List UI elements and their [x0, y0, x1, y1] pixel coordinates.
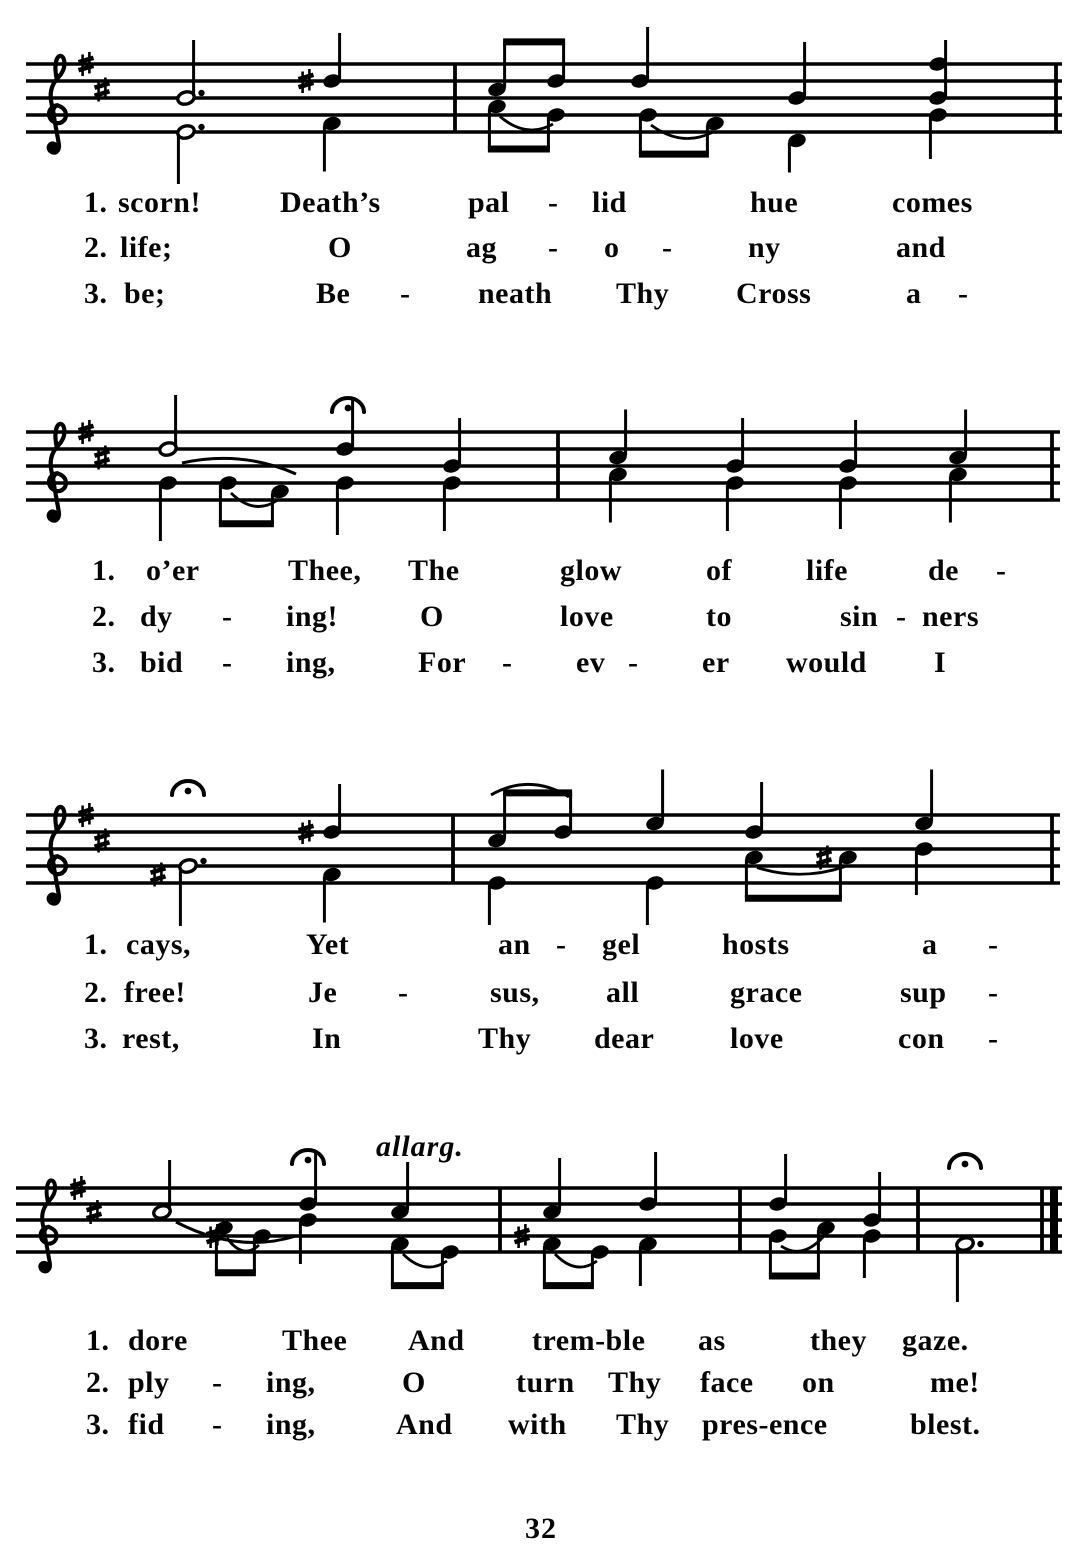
verse-number: 1. [84, 928, 108, 961]
lyric-token: And [396, 1408, 453, 1441]
verse-number: 1. [86, 1324, 110, 1357]
verse-number: 1. [84, 186, 108, 219]
tempo-marking: allarg. [376, 1130, 464, 1163]
lyric-token: Thy [608, 1366, 662, 1399]
lyric-token: - [222, 646, 233, 679]
lyric-token: an [498, 928, 531, 961]
lyric-token: - [548, 186, 559, 219]
lyric-token: turn [516, 1366, 575, 1399]
lyric-token: ing, [286, 646, 336, 679]
lyric-token: Cross [736, 277, 812, 310]
lyric-token: And [408, 1324, 465, 1357]
lyric-token: Death’s [280, 186, 381, 219]
lyric-token: cays, [126, 928, 191, 961]
lyric-token: Thee, [288, 554, 362, 587]
lyric-token: ny [748, 231, 781, 264]
lyric-token: Thy [616, 1408, 670, 1441]
lyric-token: - [222, 600, 233, 633]
lyric-token: hosts [722, 928, 790, 961]
lyric-token: gaze. [902, 1324, 969, 1357]
lyric-token: - [662, 231, 673, 264]
lyric-token: dy [140, 600, 173, 633]
lyric-token: - [548, 231, 559, 264]
lyric-token: - [988, 976, 999, 1009]
lyric-token: Je [308, 976, 338, 1009]
lyric-token: - [398, 976, 409, 1009]
lyric-token: ing, [266, 1366, 316, 1399]
verse-number: 3. [84, 1022, 108, 1055]
lyric-token: sup [900, 976, 947, 1009]
lyric-token: ing, [266, 1408, 316, 1441]
lyric-token: O [328, 231, 352, 264]
lyric-token: blest. [910, 1408, 981, 1441]
lyric-token: - [212, 1366, 223, 1399]
lyric-token: gel [602, 928, 641, 961]
lyric-token: hue [750, 186, 799, 219]
lyric-token: In [312, 1022, 342, 1055]
verse-number: 1. [92, 554, 116, 587]
lyric-token: comes [892, 186, 973, 219]
lyric-token: Thy [616, 277, 670, 310]
lyric-token: life; [120, 231, 173, 264]
lyric-token: on [802, 1366, 835, 1399]
lyric-token: ev [576, 646, 606, 679]
lyric-token: a [922, 928, 938, 961]
lyric-token: life [806, 554, 848, 587]
lyric-token: Thy [478, 1022, 532, 1055]
lyric-token: - [556, 928, 567, 961]
lyric-token: - [628, 646, 639, 679]
lyric-token: scorn! [118, 186, 201, 219]
lyric-token: O [420, 600, 444, 633]
verse-number: 2. [84, 231, 108, 264]
verse-number: 3. [84, 277, 108, 310]
verse-number: 2. [86, 1366, 110, 1399]
verse-number: 3. [86, 1408, 110, 1441]
page-number: 32 [525, 1512, 557, 1545]
lyric-token: - [400, 277, 411, 310]
lyric-token: For [418, 646, 467, 679]
lyric-token: love [730, 1022, 784, 1055]
lyric-token: - [896, 600, 907, 633]
lyric-token: trem-ble [532, 1324, 646, 1357]
lyric-token: - [996, 554, 1007, 587]
lyric-token: The [408, 554, 460, 587]
lyric-token: grace [730, 976, 803, 1009]
lyric-token: ag [466, 231, 497, 264]
lyric-token: o’er [146, 554, 200, 587]
verse-number: 2. [92, 600, 116, 633]
lyric-token: dore [128, 1324, 188, 1357]
lyric-token: I [934, 646, 947, 679]
lyric-token: glow [560, 554, 622, 587]
lyric-token: would [786, 646, 867, 679]
lyric-token: a [906, 277, 922, 310]
lyric-token: face [700, 1366, 754, 1399]
lyric-token: free! [124, 976, 186, 1009]
lyric-token: ners [922, 600, 979, 633]
lyric-token: fid [128, 1408, 165, 1441]
lyric-token: be; [124, 277, 166, 310]
lyric-token: - [958, 277, 969, 310]
lyric-token: - [212, 1408, 223, 1441]
lyric-token: Be [316, 277, 351, 310]
lyric-token: sin [840, 600, 879, 633]
lyric-token: de [928, 554, 959, 587]
lyric-token: ing! [286, 600, 339, 633]
lyric-token: they [810, 1324, 867, 1357]
lyric-token: lid [592, 186, 627, 219]
lyric-token: pres-ence [702, 1408, 828, 1441]
verse-number: 3. [92, 646, 116, 679]
lyric-token: con [898, 1022, 945, 1055]
verse-number: 2. [84, 976, 108, 1009]
lyric-token: with [508, 1408, 567, 1441]
lyric-token: er [702, 646, 730, 679]
lyric-token: all [606, 976, 640, 1009]
lyric-token: - [502, 646, 513, 679]
lyric-token: bid [140, 646, 184, 679]
lyric-token: neath [478, 277, 553, 310]
lyric-token: Yet [306, 928, 350, 961]
lyric-token: O [402, 1366, 426, 1399]
lyric-token: ply [128, 1366, 170, 1399]
lyric-token: as [698, 1324, 726, 1357]
lyric-token: sus, [490, 976, 540, 1009]
lyric-token: Thee [282, 1324, 348, 1357]
lyric-token: o [604, 231, 620, 264]
lyric-token: love [560, 600, 614, 633]
lyric-token: and [896, 231, 946, 264]
lyric-token: pal [468, 186, 510, 219]
lyric-token: to [706, 600, 732, 633]
lyric-token: of [706, 554, 732, 587]
lyric-token: - [988, 928, 999, 961]
lyric-token: rest, [122, 1022, 180, 1055]
lyric-token: dear [594, 1022, 655, 1055]
lyric-token: me! [930, 1366, 980, 1399]
lyric-token: - [988, 1022, 999, 1055]
